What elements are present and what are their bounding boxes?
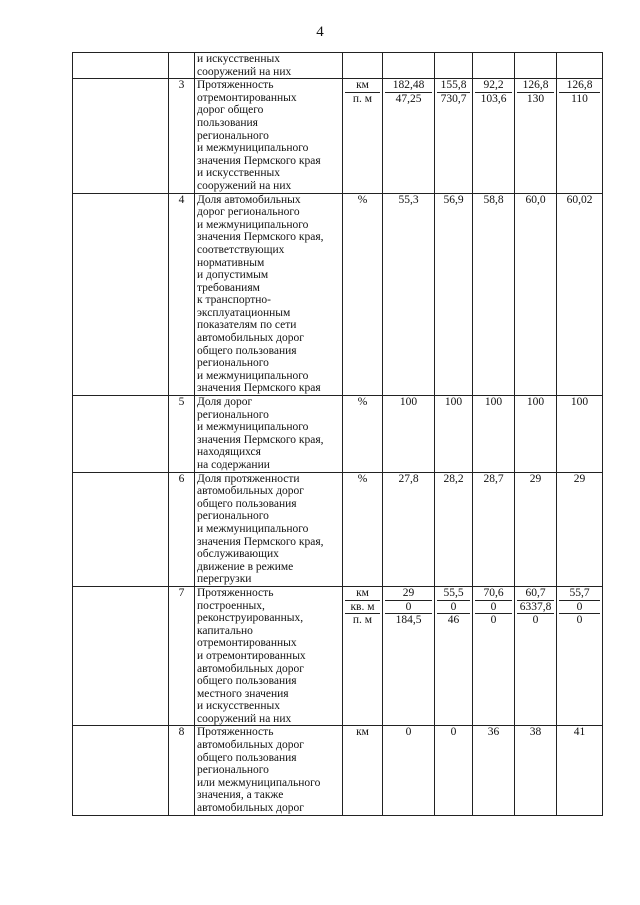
value-cell (515, 396, 557, 473)
value-cell (473, 726, 515, 815)
indicator-description: Доля автомобильных дорог регионального и межмуниципального значения Пермского края, соответствующих нормативным и допустимым требованиям к транспортно- эксплуатационным показателям по сети автомобильных дорог общего пользования регионального и межмуниципального значения Пермского края (195, 193, 343, 396)
value: 41 (573, 726, 586, 739)
unit-cell (343, 193, 383, 396)
indicator-description: и искусственных сооружений на них (195, 53, 343, 79)
margin-cell (73, 79, 169, 193)
table-row (73, 193, 603, 396)
value-cell (383, 726, 435, 815)
value-cell (515, 726, 557, 815)
value: 0 (517, 613, 554, 627)
value: 0 (559, 600, 600, 614)
unit-cell (343, 396, 383, 473)
value-cell (383, 586, 435, 726)
value: 0 (405, 726, 412, 739)
value: 0 (475, 613, 512, 627)
value-cell (557, 726, 603, 815)
unit-cell (343, 726, 383, 815)
unit-label: п. м (345, 92, 380, 106)
value (437, 53, 470, 66)
indicator-description: Доля дорог регионального и межмуниципального значения Пермского края, находящихся на содержании (195, 396, 343, 473)
unit-cell (343, 472, 383, 586)
value-cell (383, 79, 435, 193)
table-row (73, 726, 603, 815)
value: 60,02 (566, 193, 593, 206)
value: 730,7 (437, 92, 470, 106)
value: 155,8 (440, 79, 467, 92)
value: 29 (573, 472, 586, 485)
value: 110 (559, 92, 600, 106)
unit-label: % (357, 193, 368, 206)
table-row (73, 79, 603, 193)
value: 126,8 (566, 79, 593, 92)
value: 100 (526, 396, 545, 409)
value: 100 (484, 396, 503, 409)
row-number: 6 (169, 472, 195, 586)
margin-cell (73, 726, 169, 815)
indicator-description: Доля протяженности автомобильных дорог общего пользования регионального и межмуниципального значения Пермского края, обслуживающих движение в режиме перегрузки (195, 472, 343, 586)
value-cell (435, 472, 473, 586)
value: 100 (399, 396, 418, 409)
value-cell (435, 586, 473, 726)
value (385, 53, 432, 66)
value-cell (557, 53, 603, 79)
value-cell (435, 396, 473, 473)
value: 0 (437, 600, 470, 614)
unit-label: п. м (345, 613, 380, 627)
value-cell (557, 586, 603, 726)
page-number: 4 (316, 24, 324, 40)
unit-label: км (356, 586, 369, 599)
value: 28,2 (443, 472, 464, 485)
indicator-description: Протяженность отремонтированных дорог общего пользования регионального и межмуниципального значения Пермского края и искусственных сооружений на них (195, 79, 343, 193)
value: 126,8 (522, 79, 549, 92)
value-cell (473, 53, 515, 79)
value-cell (473, 193, 515, 396)
value: 130 (517, 92, 554, 106)
indicator-description: Протяженность автомобильных дорог общего пользования регионального или межмуниципального значения, а также автомобильных дорог (195, 726, 343, 815)
value-cell (473, 586, 515, 726)
margin-cell (73, 53, 169, 79)
table-row (73, 472, 603, 586)
value: 0 (385, 600, 432, 614)
value-cell (473, 396, 515, 473)
margin-cell (73, 396, 169, 473)
value: 6337,8 (517, 600, 554, 614)
value: 29 (529, 472, 542, 485)
value-cell (383, 472, 435, 586)
value-cell (515, 472, 557, 586)
value-cell (515, 53, 557, 79)
value-cell (383, 396, 435, 473)
row-number: 4 (169, 193, 195, 396)
margin-cell (73, 472, 169, 586)
unit-cell (343, 79, 383, 193)
value: 55,3 (398, 193, 419, 206)
unit-label: км (356, 726, 369, 739)
table-row (73, 396, 603, 473)
value: 103,6 (475, 92, 512, 106)
value: 92,2 (483, 79, 504, 92)
value-cell (557, 472, 603, 586)
row-number (169, 53, 195, 79)
value: 60,7 (525, 586, 546, 599)
indicators-table (72, 52, 603, 816)
value-cell (435, 726, 473, 815)
value: 27,8 (398, 472, 419, 485)
value-cell (383, 53, 435, 79)
value: 55,7 (569, 586, 590, 599)
value: 100 (570, 396, 589, 409)
value: 56,9 (443, 193, 464, 206)
value: 36 (487, 726, 500, 739)
value-cell (557, 79, 603, 193)
value-cell (435, 193, 473, 396)
unit-label: кв. м (345, 600, 380, 614)
value-cell (473, 79, 515, 193)
value: 29 (402, 586, 415, 599)
value-cell (515, 79, 557, 193)
value: 55,5 (443, 586, 464, 599)
value (517, 53, 554, 66)
value: 100 (444, 396, 463, 409)
value: 46 (437, 613, 470, 627)
unit-label: % (357, 472, 368, 485)
value: 184,5 (385, 613, 432, 627)
value-cell (515, 586, 557, 726)
row-number: 7 (169, 586, 195, 726)
value: 0 (450, 726, 457, 739)
value: 70,6 (483, 586, 504, 599)
value: 0 (559, 613, 600, 627)
value-cell (557, 193, 603, 396)
value: 38 (529, 726, 542, 739)
row-number: 5 (169, 396, 195, 473)
value-cell (515, 193, 557, 396)
unit-cell (343, 53, 383, 79)
value: 60,0 (525, 193, 546, 206)
value-cell (383, 193, 435, 396)
value-cell (435, 53, 473, 79)
value: 28,7 (483, 472, 504, 485)
value (559, 53, 600, 66)
value-cell (557, 396, 603, 473)
row-number: 8 (169, 726, 195, 815)
indicator-description: Протяженность построенных, реконструированных, капитально отремонтированных и отремонтированных автомобильных дорог общего пользования местного значения и искусственных сооружений на них (195, 586, 343, 726)
value: 47,25 (385, 92, 432, 106)
table-row (73, 586, 603, 726)
unit-label: км (356, 79, 369, 92)
margin-cell (73, 193, 169, 396)
unit-label (345, 53, 380, 66)
unit-cell (343, 586, 383, 726)
value (475, 53, 512, 66)
row-number: 3 (169, 79, 195, 193)
value: 58,8 (483, 193, 504, 206)
value: 0 (475, 600, 512, 614)
table-row (73, 53, 603, 79)
value: 182,48 (392, 79, 425, 92)
margin-cell (73, 586, 169, 726)
value-cell (435, 79, 473, 193)
value-cell (473, 472, 515, 586)
unit-label: % (357, 396, 368, 409)
